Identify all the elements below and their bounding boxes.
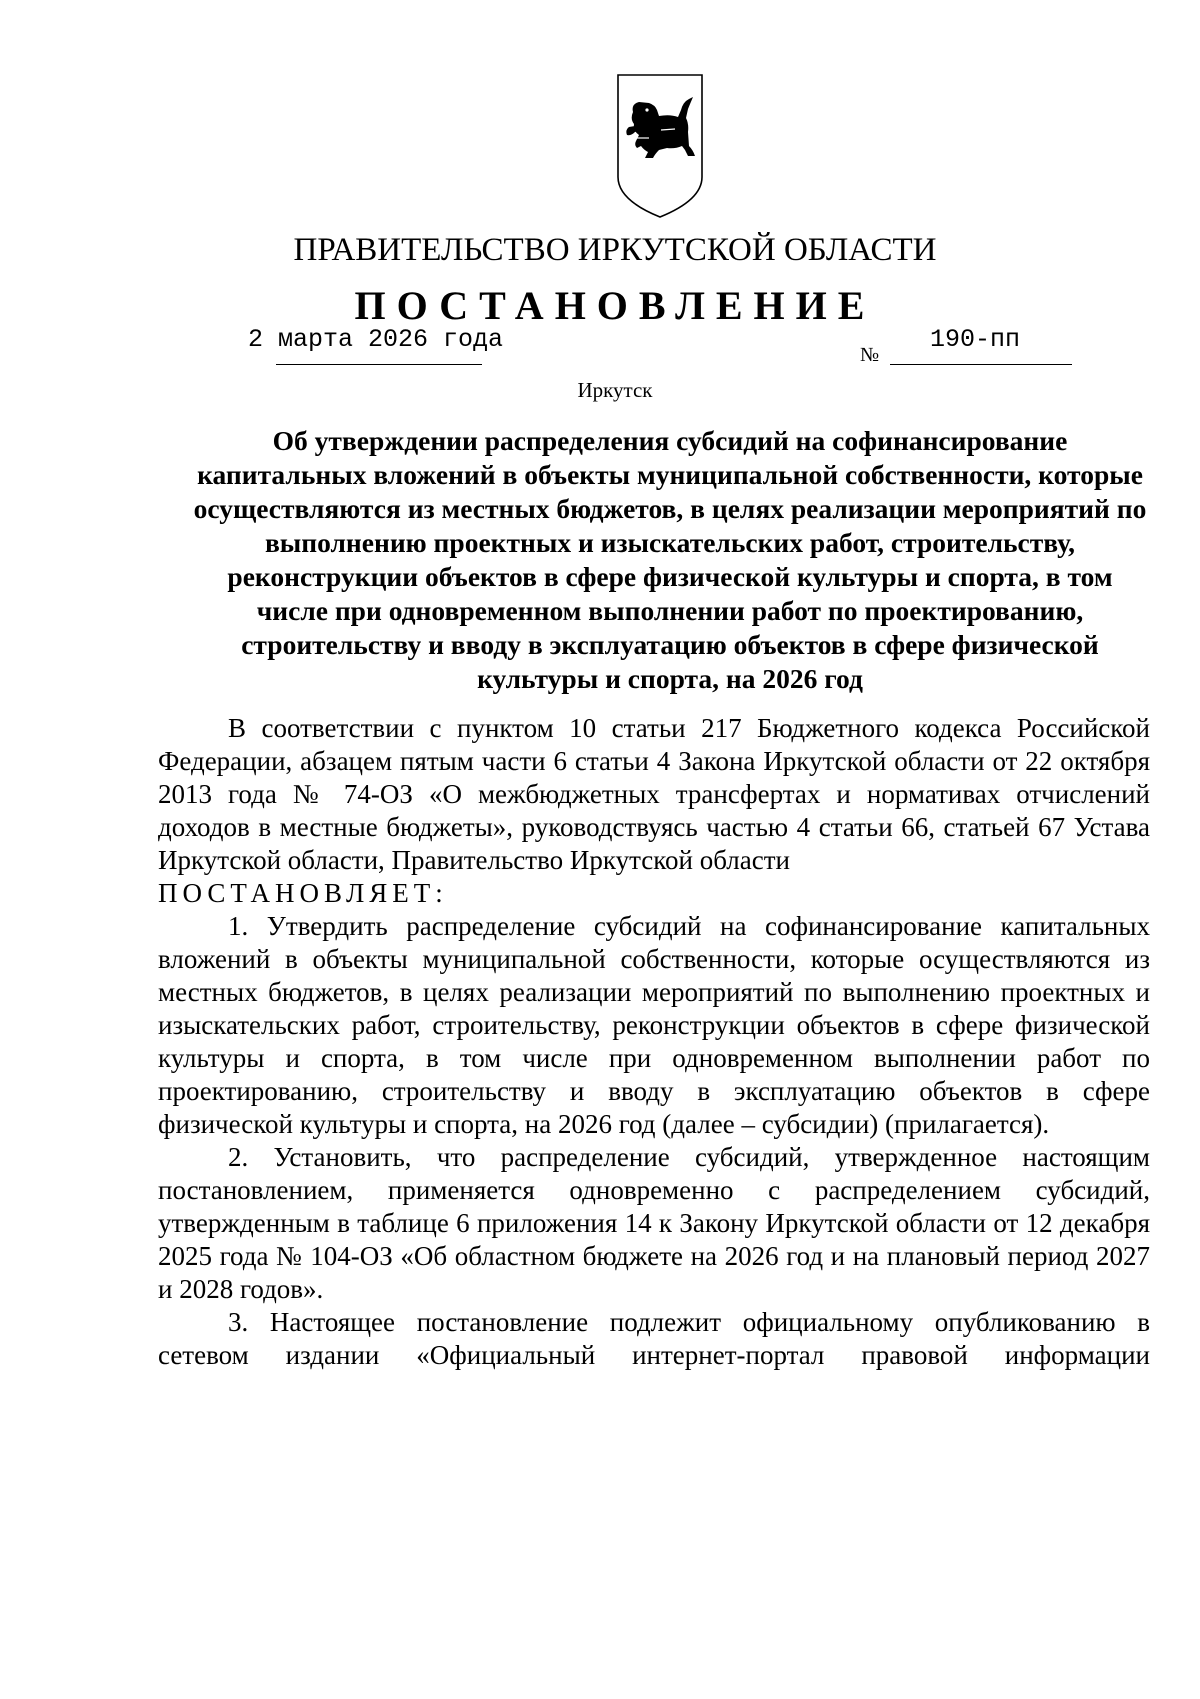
item-paragraph: 3. Настоящее постановление подлежит официальному опубликованию в сетевом издании «Официальный интернет-портал правовой информации (158, 1307, 1150, 1370)
number-sign: № (860, 344, 880, 366)
document-title: Об утверждении распределения субсидий на софинансирование капитальных вложений в объекты муниципальной собственности, которые осуществляются из местных бюджетов, в целях реализации мероприятий по выполнению проектных и изыскательских работ, строительству, реконструкции объектов в сфере физической культуры и спорта, в том числе при одновременном выполнении работ по проектированию, строительству и вводу в эксплуатацию объектов в сфере физической культуры и спорта, на 2026 год (193, 425, 1147, 694)
date-underline (276, 364, 482, 365)
item-paragraph: 1. Утвердить распределение субсидий на софинансирование капитальных вложений в объекты муниципальной собственности, которые осуществляются из местных бюджетов, в целях реализации мероприятий по выполнению проектных и изыскательских работ, строительству, реконструкции объектов в сфере физической культуры и спорта, в том числе при одновременном выполнении работ по проектированию, строительству и вводу в эксплуатацию объектов в сфере физической культуры и спорта, на 2026 год (далее – субсидии) (прилагается). (158, 911, 1150, 1139)
document-type: ПОСТАНОВЛЕНИЕ (354, 283, 876, 328)
document-number: 190-пп (930, 325, 1021, 354)
organization-name: ПРАВИТЕЛЬСТВО ИРКУТСКОЙ ОБЛАСТИ (293, 232, 937, 268)
document-city: Иркутск (577, 378, 653, 402)
document-body (158, 712, 1150, 1372)
document-date: 2 марта 2026 года (248, 325, 504, 354)
preamble-paragraph (158, 712, 1150, 910)
coat-of-arms-icon (615, 72, 705, 220)
number-underline (890, 364, 1072, 365)
item-paragraph: 2. Установить, что распределение субсидий, утвержденное настоящим постановлением, применяется одновременно с распределением субсидий, утвержденным в таблице 6 приложения 14 к Закону Иркутской области от 12 декабря 2025 года № 104-ОЗ «Об областном бюджете на 2026 год и на плановый период 2027 и 2028 годов». (158, 1142, 1150, 1304)
preamble-text: В соответствии с пунктом 10 статьи 217 Бюджетного кодекса Российской Федерации, абзацем пятым части 6 статьи 4 Закона Иркутской области от 22 октября 2013 года № 74-ОЗ «О межбюджетных трансфертах и нормативах отчислений доходов в местные бюджеты», руководствуясь частью 4 статьи 66, статьей 67 Устава Иркутской области, Правительство Иркутской области (158, 713, 1150, 875)
resolves-word: ПОСТАНОВЛЯЕТ: (158, 878, 448, 908)
